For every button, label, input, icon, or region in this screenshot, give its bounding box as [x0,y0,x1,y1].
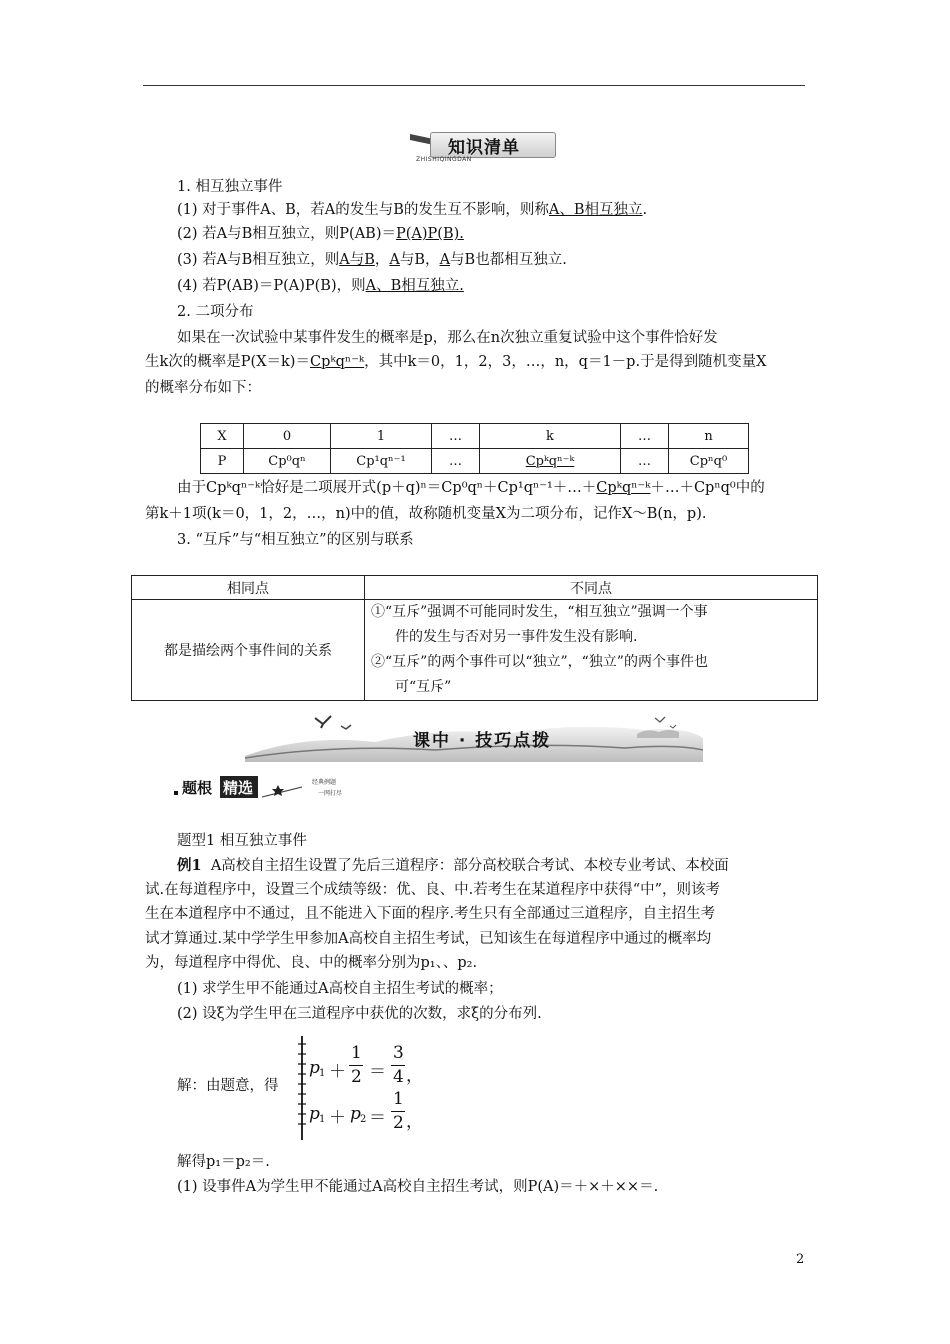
banner-title: 课中 · 技巧点拨 [413,731,552,751]
equation-2: p 1 ＋ p 2 ＝ 1 2 ， [309,1089,423,1133]
s2-line-1: 由于Cpᵏqⁿ⁻ᵏ恰好是二项展开式(p＋q)ⁿ＝Cp⁰qⁿ＋Cp¹qⁿ⁻¹＋…＋Cpᵏqⁿ⁻ᵏ＋…＋Cpⁿq⁰中的 [177,480,765,496]
dist-cell: P [201,449,244,474]
result-line-2: (1) 设事件A为学生甲不能通过A高校自主招生考试，则P(A)＝＋×＋××＝. [177,1179,659,1195]
comparison-table [131,575,818,701]
dist-cell: 0 [244,424,331,449]
system-brace-icon [296,1036,308,1140]
dist-row-p [201,449,749,474]
dist-cell: 1 [331,424,432,449]
dist-cell: X [201,424,244,449]
dist-cell: … [432,449,480,474]
s1-line-1: 1. 相互独立事件 [177,179,283,195]
tigen-word-2: 精选 [223,779,254,797]
s2-line-2: 第k＋1项(k＝0，1，2，…，n)中的值，故称随机变量X为二项分布，记作X～B(n，p). [145,506,707,522]
example-label: 例1 [177,857,202,874]
dist-cell: k [480,424,621,449]
dist-cell: … [432,424,480,449]
cmp-header-same: 相同点 [132,576,365,600]
dist-cell: … [621,424,669,449]
cmp-header-diff: 不同点 [365,576,818,600]
cmp-same-cell: 都是描绘两个事件间的关系 [132,600,365,701]
question-1: (1) 求学生甲不能通过A高校自主招生考试的概率； [177,981,503,997]
dist-cell: n [669,424,749,449]
dist-cell: Cpⁿq⁰ [669,449,749,474]
example-line-5: 为，每道程序中得优、良、中的概率分别为p₁、、p₂. [145,955,478,971]
tigen-tag [174,775,364,801]
lesson-banner [245,704,703,762]
s2-line-3: 3. “互斥”与“相互独立”的区别与联系 [177,532,414,548]
cmp-diff-line: 件的发生与否对另一事件发生没有影响. [395,629,638,645]
s1-line-7: 如果在一次试验中某事件发生的概率是p，那么在n次独立重复试验中这个事件恰好发 [177,330,718,346]
dist-row-x [201,424,749,449]
cmp-diff-cell [365,600,818,701]
example-line-4: 试才算通过.某中学学生甲参加A高校自主招生考试，已知该生在每道程序中通过的概率均 [145,931,712,947]
distribution-table [200,423,749,474]
header-rule [143,85,805,86]
example-type: 题型1 相互独立事件 [177,833,307,849]
knowledge-list-badge [408,128,563,162]
equation-1: p 1 ＋ 1 2 ＝ 3 4 ， [309,1043,423,1087]
s1-line-4: (3) 若A与B相互独立，则A与B，A与B，A与B也都相互独立. [177,252,567,268]
cmp-body-row [132,600,818,701]
cmp-header-row [132,576,818,600]
tigen-sub-2: 一网打尽 [318,790,343,797]
example-line-1: 例1 A高校自主招生设置了先后三道程序：部分高校联合考试、本校专业考试、本校面 [177,857,729,874]
solution-lead: 解：由题意，得 [177,1078,279,1094]
cmp-diff-line: ②“互斥”的两个事件可以“独立”，“独立”的两个事件也 [371,654,708,670]
s1-line-6: 2. 二项分布 [177,304,254,320]
s1-line-8: 生k次的概率是P(X＝k)＝Cpᵏqⁿ⁻ᵏ，其中k＝0，1，2，3，…，n，q＝1－p.于是得到随机变量X [145,354,767,370]
tigen-word-1: 题根 [182,779,213,797]
s1-line-2: (1) 对于事件A、B，若A的发生与B的发生互不影响，则称A、B相互独立. [177,202,648,218]
tigen-sub-1: 经典例题 [312,779,337,786]
badge-title: 知识清单 [448,138,520,158]
page-number: 2 [796,1252,805,1267]
s1-line-9: 的概率分布如下： [145,380,261,396]
result-line-1: 解得p₁＝p₂＝. [177,1154,270,1170]
s1-line-5: (4) 若P(AB)＝P(A)P(B)，则A、B相互独立. [177,278,464,294]
example-line-3: 生在本道程序中不通过，且不能进入下面的程序.考生只有全部通过三道程序，自主招生考 [145,906,716,922]
dist-cell: … [621,449,669,474]
dist-cell: Cp¹qⁿ⁻¹ [331,449,432,474]
example-line-2: 试.在每道程序中，设置三个成绩等级：优、良、中.若考生在某道程序中获得“中”，则该考 [145,882,721,898]
question-2: (2) 设ξ为学生甲在三道程序中获优的次数，求ξ的分布列. [177,1006,542,1022]
dist-cell: Cp⁰qⁿ [244,449,331,474]
s1-line-3: (2) 若A与B相互独立，则P(AB)＝P(A)P(B). [177,226,464,242]
cmp-diff-line: ①“互斥”强调不可能同时发生，“相互独立”强调一个事 [371,604,708,620]
dist-cell: Cpᵏqⁿ⁻ᵏ [480,449,621,474]
cmp-diff-line: 可“互斥” [395,679,452,695]
badge-subtitle: ZHISHIQINGDAN [416,156,472,163]
